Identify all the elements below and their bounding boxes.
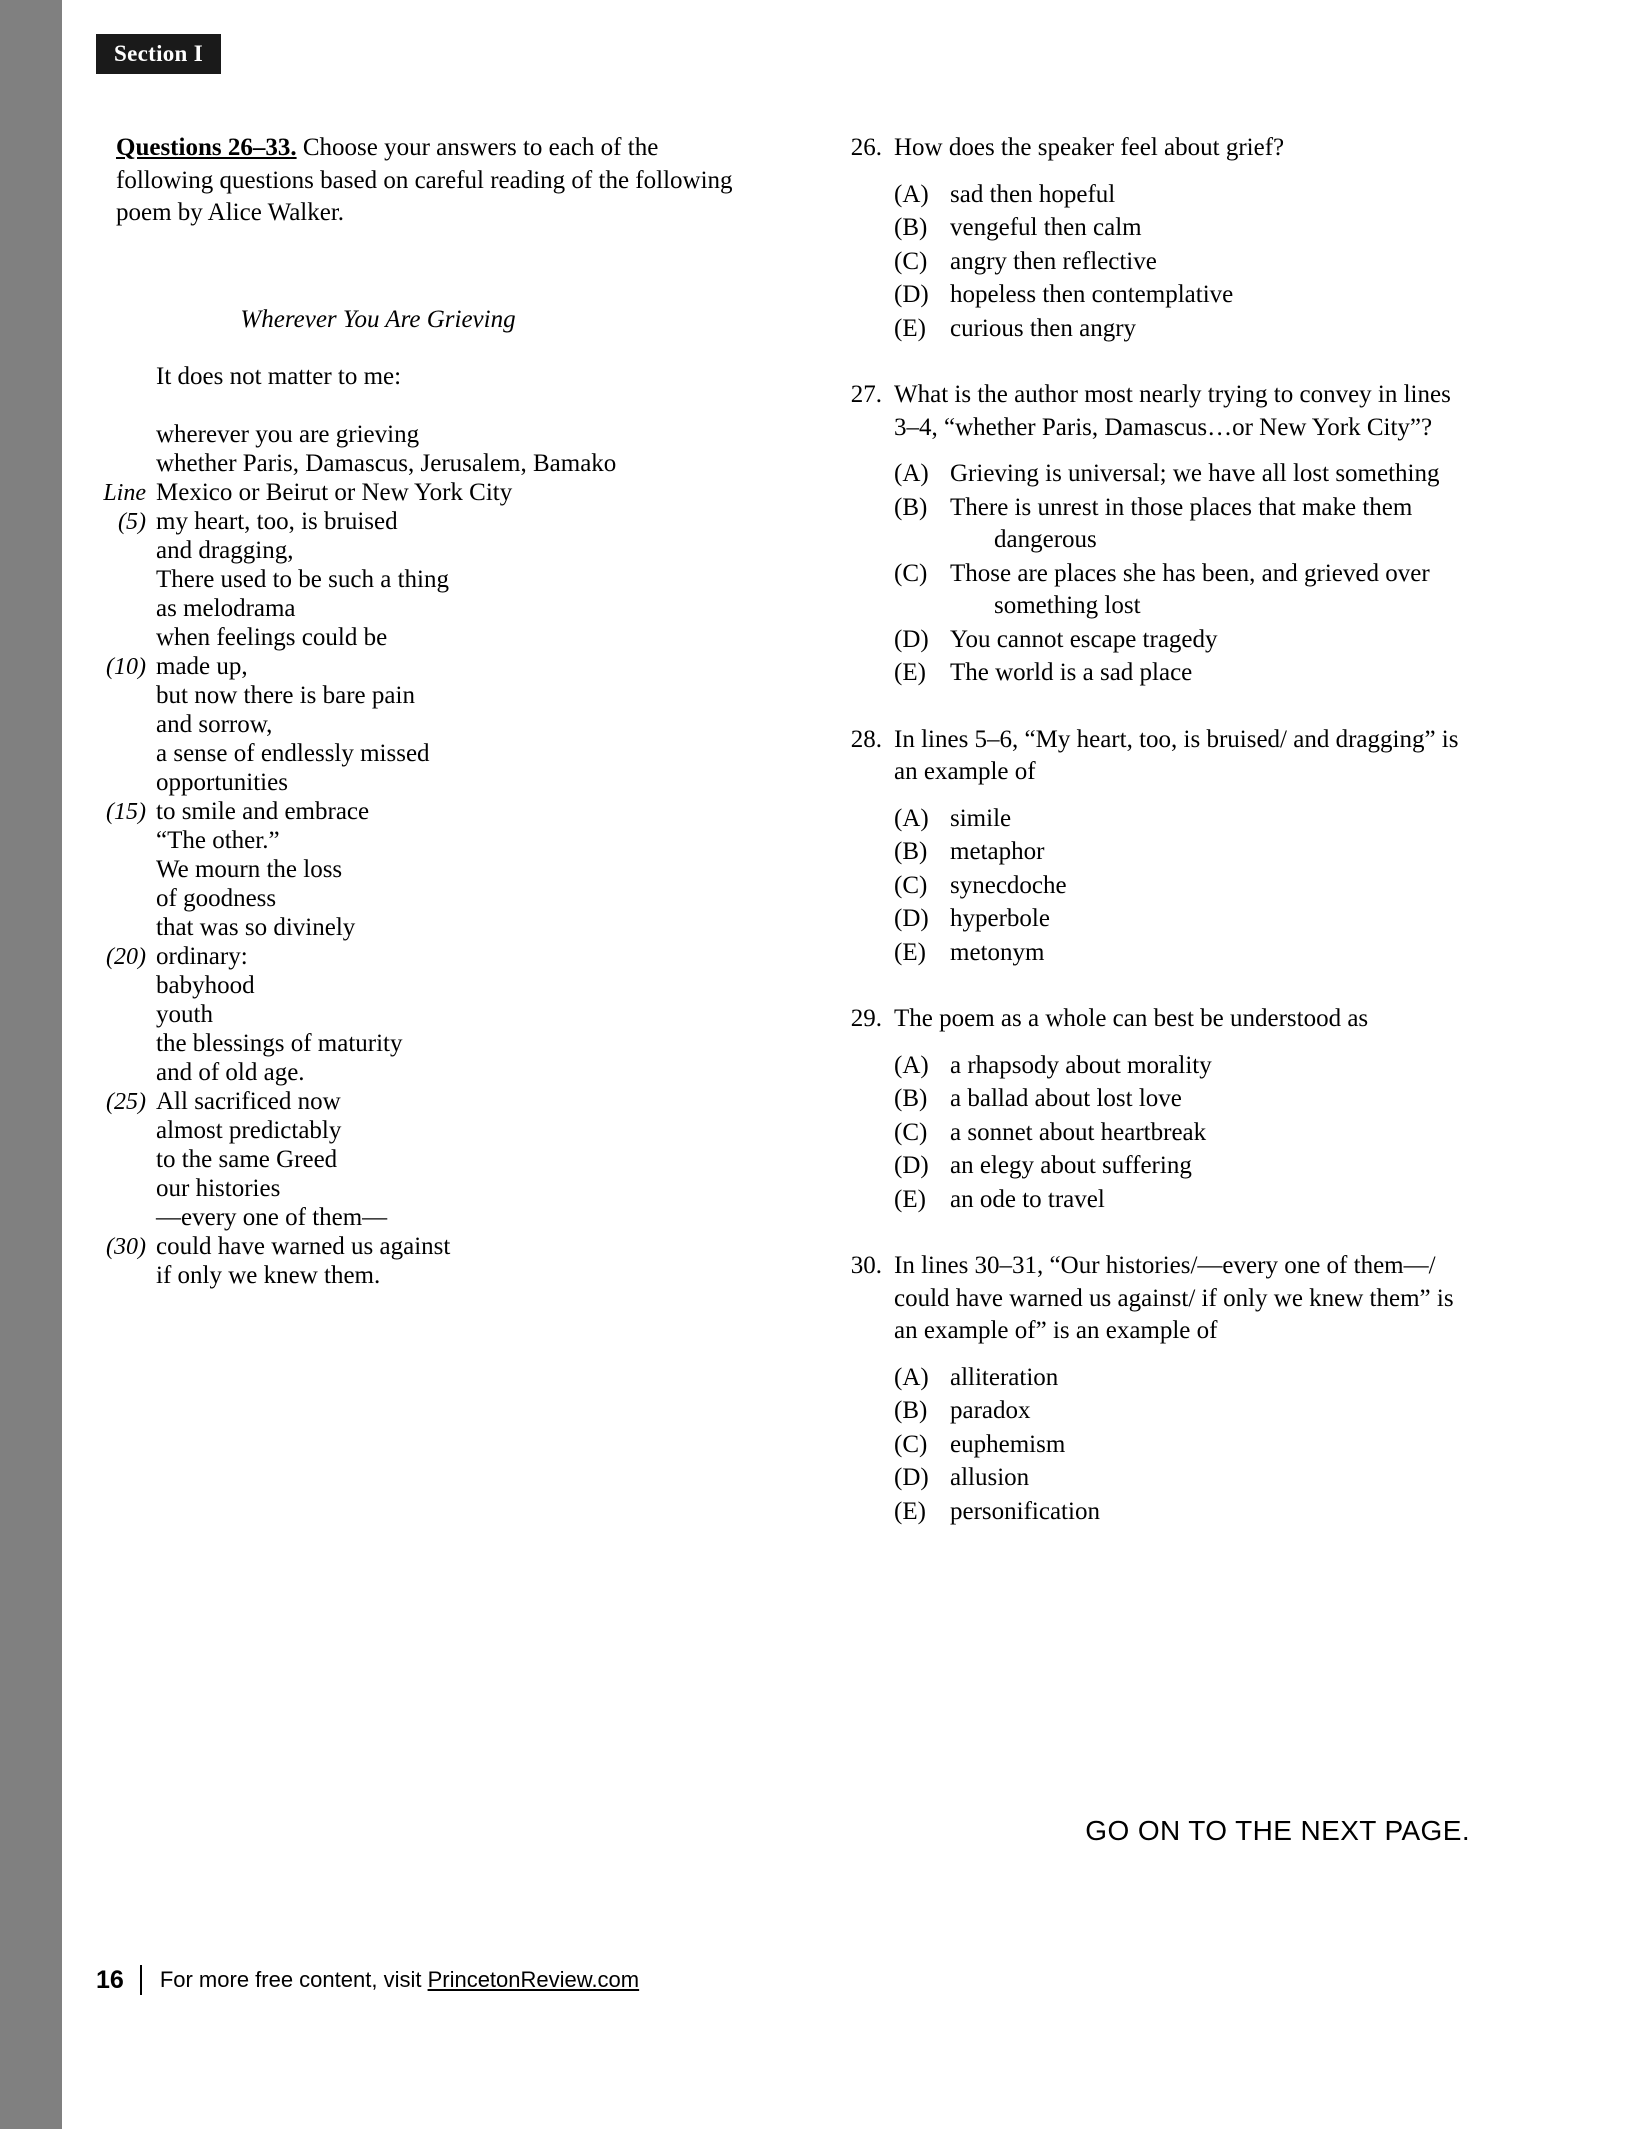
poem-line-text: opportunities [156,768,288,796]
poem-line-text: made up, [156,652,248,680]
answer-choice[interactable] [894,836,1476,869]
answer-choice[interactable] [894,1150,1476,1183]
answer-choice-text-main: curious then angry [950,314,1137,342]
poem-line [88,596,778,625]
answer-choice[interactable] [894,1496,1476,1529]
poem-line [88,1060,778,1089]
poem-line [88,654,778,683]
questions-list [836,132,1476,1528]
answer-choice-letter: (A) [894,460,929,487]
answer-choice-letter: (D) [894,625,929,653]
question-item [836,1250,1476,1528]
poem-body [88,364,778,1292]
answer-choices [894,803,1476,970]
poem-line [88,364,778,393]
answer-choices [894,1362,1476,1529]
directions-heading: Questions 26–33. [116,134,297,161]
answer-choice[interactable] [894,313,1476,346]
poem-line [88,1031,778,1060]
poem-line [88,451,778,480]
question-number: 27. [850,381,882,408]
answer-choice-letter: (B) [894,214,928,241]
poem-line [88,799,778,828]
poem-line-text: to the same Greed [156,1145,338,1173]
answer-choice-text-main: angry then reflective [950,247,1157,275]
question-header [836,724,1476,789]
footer-divider [140,1965,142,1995]
answer-choice-text [950,1362,1476,1395]
question-number: 28. [850,725,882,753]
directions-paragraph [116,132,741,230]
poem-line [88,886,778,915]
answer-choice[interactable] [894,1395,1476,1428]
poem-line [88,1205,778,1234]
poem-line-text: We mourn the loss [156,855,343,883]
answer-choice-text [950,1496,1476,1529]
question-item [836,379,1476,690]
answer-choice-text [950,313,1476,346]
question-header [836,1003,1476,1036]
answer-choice-letter: (B) [894,1085,928,1112]
answer-choice-letter: (D) [894,1464,929,1491]
poem-line [88,828,778,857]
answer-choice-text [950,1395,1476,1428]
poem-line [88,770,778,799]
poem-line [88,567,778,596]
answer-choice-letter: (C) [894,559,928,587]
poem-line-number: (5) [118,508,146,535]
answer-choice[interactable] [894,1117,1476,1150]
poem-line [88,683,778,712]
poem-line-text: whether Paris, Damascus, Jerusalem, Bamako [156,449,617,477]
poem-line-text: There used to be such a thing [156,565,449,593]
poem-line-text: and sorrow, [156,710,273,738]
poem-line [88,1118,778,1147]
poem-line-text: but now there is bare pain [156,681,415,709]
poem-line [88,857,778,886]
answer-choice-text-main: You cannot escape tragedy [950,625,1218,653]
answer-choice[interactable] [894,212,1476,245]
answer-choice[interactable] [894,803,1476,836]
answer-choice[interactable] [894,246,1476,279]
answer-choice-text [950,1184,1476,1217]
answer-choice[interactable] [894,624,1476,657]
answer-choice-text-main: hyperbole [950,905,1050,932]
answer-choice[interactable] [894,1050,1476,1083]
poem-line-text: could have warned us against [156,1232,451,1260]
answer-choice-text-continued: something lost [994,592,1141,619]
answer-choice-text [950,657,1476,690]
poem-line-text: when feelings could be [156,623,388,651]
answer-choices [894,179,1476,346]
answer-choice-text-main: personification [950,1497,1100,1525]
question-number: 30. [850,1252,882,1279]
poem-line-number: (25) [106,1088,146,1115]
answer-choice-text-main: synecdoche [950,871,1067,899]
answer-choice-letter: (E) [894,659,926,686]
answer-choice-letter: (A) [894,180,929,208]
answer-choice-text-main: metonym [950,938,1045,966]
answer-choice[interactable] [894,870,1476,903]
footer-text: For more free content, visit [159,1967,428,1992]
poem-line-text: our histories [156,1174,281,1202]
answer-choice-text-main: a sonnet about heartbreak [950,1118,1207,1146]
poem-line-number: (20) [106,943,146,970]
answer-choice-letter: (B) [894,493,928,521]
go-on-notice: GO ON TO THE NEXT PAGE. [1085,1815,1470,1846]
answer-choice-letter: (A) [894,1363,929,1391]
answer-choice[interactable] [894,657,1476,690]
answer-choice-text-main: hopeless then contemplative [950,281,1234,308]
answer-choice-text-main: a ballad about lost love [950,1085,1182,1112]
answer-choice-text [950,492,1476,557]
answer-choice[interactable] [894,1083,1476,1116]
question-stem: How does the speaker feel about grief? [894,134,1285,161]
answer-choice-text-main: an elegy about suffering [950,1152,1192,1179]
answer-choice-text-main: The world is a sad place [950,659,1193,686]
answer-choice-text-main: Grieving is universal; we have all lost something [950,460,1440,487]
poem-line-text: almost predictably [156,1116,342,1144]
answer-choice-text [950,1117,1476,1150]
poem-line-number: Line [103,479,146,506]
poem-line [88,1089,778,1118]
poem-line [88,712,778,741]
answer-choice-letter: (A) [894,1051,929,1079]
answer-choice-text [950,279,1476,312]
poem-line-text: that was so divinely [156,913,356,941]
poem-line [88,1263,778,1292]
answer-choice-letter: (C) [894,247,928,275]
question-number: 26. [850,134,882,161]
poem-line-number: (30) [106,1233,146,1260]
poem-line-text: and of old age. [156,1058,305,1086]
answer-choice-letter: (E) [894,314,926,342]
poem-line-text: my heart, too, is bruised [156,507,398,535]
answer-choice-letter: (E) [894,938,926,966]
question-stem: What is the author most nearly trying to convey in lines 3–4, “whether Paris, Damascus…or New York City”? [894,381,1451,441]
answer-choice-letter: (C) [894,1118,928,1146]
answer-choice[interactable] [894,1184,1476,1217]
answer-choice-letter: (B) [894,838,928,865]
poem-line [88,480,778,509]
answer-choice-text-main: sad then hopeful [950,180,1116,208]
poem-line-text: —every one of them— [156,1203,388,1231]
poem-title: Wherever You Are Grieving [240,305,516,333]
poem-line [88,509,778,538]
answer-choice-letter: (D) [894,905,929,932]
answer-choice-text [950,558,1476,623]
answer-choice-letter: (E) [894,1497,926,1525]
answer-choice-text [950,1050,1476,1083]
poem-line-text: “The other.” [156,826,280,854]
answer-choice-text-main: paradox [950,1397,1031,1424]
poem-line-number: (15) [106,798,146,825]
poem-line-text: youth [156,1000,213,1028]
answer-choice[interactable] [894,903,1476,936]
answer-choices [894,1050,1476,1217]
left-column [88,132,778,1292]
question-header [836,379,1476,444]
answer-choice-letter: (D) [894,281,929,308]
answer-choice-text [950,1462,1476,1495]
poem-line [88,1002,778,1031]
poem-line-blank [88,393,778,422]
answer-choice-text-main: simile [950,804,1012,832]
poem-line [88,973,778,1002]
question-number: 29. [850,1005,882,1032]
section-tab: Section I [96,34,221,74]
answer-choice-letter: (C) [894,1430,928,1458]
poem-line-text: ordinary: [156,942,248,970]
answer-choice-text-main: There is unrest in those places that make them [950,493,1413,521]
answer-choice[interactable] [894,937,1476,970]
question-item [836,1003,1476,1216]
poem-line [88,944,778,973]
answer-choice[interactable] [894,558,1476,623]
poem-line-text: to smile and embrace [156,797,370,825]
question-stem: In lines 5–6, “My heart, too, is bruised/ and dragging” is an example of [894,725,1459,785]
question-header [836,132,1476,165]
poem-line [88,1234,778,1263]
answer-choice-letter: (B) [894,1397,928,1424]
answer-choice-text [950,1150,1476,1183]
question-stem: The poem as a whole can best be understood as [894,1005,1369,1032]
answer-choice-text [950,937,1476,970]
answer-choice-text-main: an ode to travel [950,1185,1105,1213]
poem-line-text: of goodness [156,884,277,912]
answer-choice-text-main: euphemism [950,1430,1066,1458]
answer-choice[interactable] [894,492,1476,557]
page-footer [96,1965,639,1995]
poem-line-text: a sense of endlessly missed [156,739,430,767]
poem-line-text: It does not matter to me: [156,362,402,390]
poem-line [88,741,778,770]
answer-choice-text-main: metaphor [950,838,1045,865]
answer-choice[interactable] [894,458,1476,491]
right-column [836,132,1476,1562]
question-stem: In lines 30–31, “Our histories/—every one of them—/ could have warned us against/ if only we knew them” is an example of” is an example of [894,1252,1454,1344]
poem-line [88,422,778,451]
answer-choice-text-main: allusion [950,1464,1030,1491]
answer-choice-text [950,836,1476,869]
answer-choice-text [950,903,1476,936]
poem-line-text: if only we knew them. [156,1261,381,1289]
question-item [836,724,1476,970]
poem-line [88,1147,778,1176]
poem-line-text: as melodrama [156,594,296,622]
poem-line-number: (10) [106,653,146,680]
directions-text: Choose your answers to each of the following questions based on careful reading of the following poem by Alice Walker. [116,134,733,226]
poem-line [88,1176,778,1205]
answer-choice[interactable] [894,1429,1476,1462]
poem-line-text: and dragging, [156,536,294,564]
answer-choice-text-main: a rhapsody about morality [950,1051,1212,1079]
answer-choice[interactable] [894,1362,1476,1395]
poem-line-text: babyhood [156,971,255,999]
page-number: 16 [96,1965,124,1994]
poem-line-text: the blessings of maturity [156,1029,403,1057]
answer-choice-text [950,1083,1476,1116]
answer-choice-letter: (E) [894,1185,926,1213]
princeton-review-link[interactable]: PrincetonReview.com [427,1967,640,1992]
answer-choice-text-continued: dangerous [994,526,1097,553]
answer-choice[interactable] [894,1462,1476,1495]
question-header [836,1250,1476,1348]
answer-choice-text-main: vengeful then calm [950,214,1142,241]
answer-choice-letter: (C) [894,871,928,899]
poem-line-text: All sacrificed now [156,1087,341,1115]
answer-choice-text [950,870,1476,903]
poem-line [88,538,778,567]
answer-choice[interactable] [894,279,1476,312]
answer-choice-text [950,803,1476,836]
answer-choice-letter: (A) [894,804,929,832]
question-item [836,132,1476,345]
answer-choices [894,458,1476,690]
answer-choice-letter: (D) [894,1152,929,1179]
answer-choice-text [950,246,1476,279]
poem-line [88,625,778,654]
answer-choice-text-main: alliteration [950,1363,1059,1391]
answer-choice-text-main: Those are places she has been, and grieved over [950,559,1430,587]
poem-line-text: Mexico or Beirut or New York City [156,478,513,506]
poem-line [88,915,778,944]
answer-choice-text [950,179,1476,212]
answer-choice-text [950,1429,1476,1462]
poem-line-text: wherever you are grieving [156,420,420,448]
answer-choice-text [950,212,1476,245]
answer-choice-text [950,624,1476,657]
answer-choice[interactable] [894,179,1476,212]
answer-choice-text [950,458,1476,491]
